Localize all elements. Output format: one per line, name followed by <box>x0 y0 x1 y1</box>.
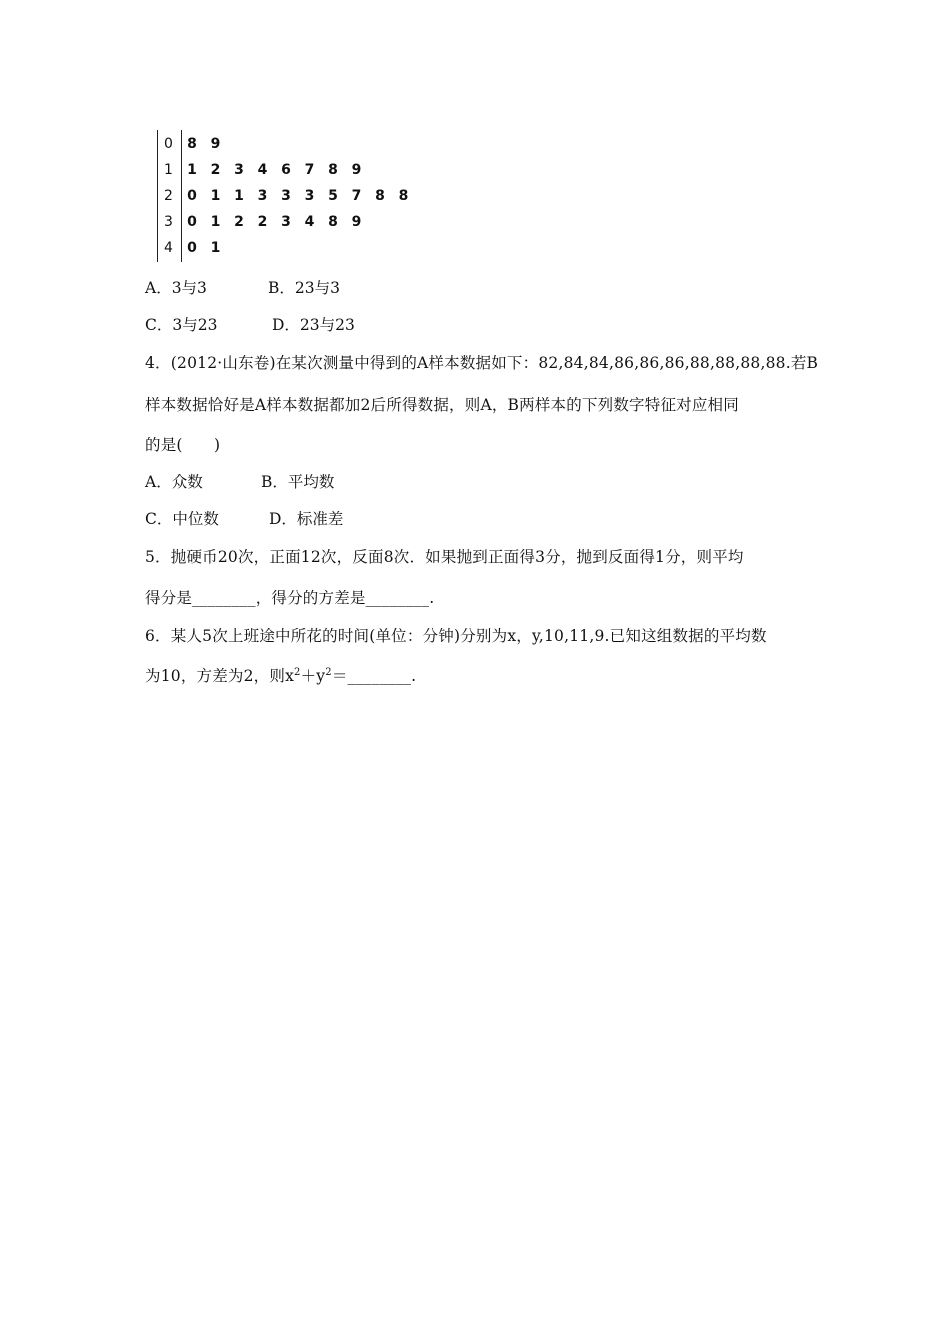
q6-line-1: 6．某人5次上班途中所花的时间(单位：分钟)分别为x，y,10,11,9.已知这组数据的平均数 <box>145 627 767 645</box>
q4-line-1: 4．(2012·山东卷)在某次测量中得到的A样本数据如下：82,84,84,86,86,86,88,88,88,88.若B <box>145 354 819 372</box>
q3-option-b: B．23与3 <box>268 279 340 297</box>
stem-leaf-row <box>157 156 427 182</box>
leaf-value: 9 <box>351 162 362 178</box>
q6-line-2 <box>145 664 416 686</box>
q6-superscript-2: 2 <box>325 667 332 678</box>
stem-leaf-row <box>157 234 427 260</box>
leaf-value: 1 <box>210 214 221 230</box>
stem-value: 4 <box>164 240 173 256</box>
leaf-value: 2 <box>257 214 268 230</box>
leaf-value: 9 <box>351 214 362 230</box>
leaf-value: 4 <box>257 162 268 178</box>
leaf-value: 8 <box>398 188 409 204</box>
leaf-value: 8 <box>187 136 197 152</box>
leaf-value: 8 <box>375 188 385 204</box>
stem-value: 3 <box>164 214 173 230</box>
leaf-value: 0 <box>187 188 197 204</box>
leaf-value: 3 <box>281 188 291 204</box>
q5-line-1: 5．抛硬币20次，正面12次，反面8次．如果抛到正面得3分，抛到反面得1分，则平均 <box>145 548 744 566</box>
q3-option-a: A．3与3 <box>145 279 207 297</box>
q3-option-d: D．23与23 <box>272 316 355 334</box>
q4-line-2: 样本数据恰好是A样本数据都加2后所得数据，则A，B两样本的下列数字特征对应相同 <box>145 396 739 414</box>
leaf-value: 7 <box>351 188 362 204</box>
q4-option-c: C．中位数 <box>145 510 219 528</box>
q6-superscript-1: 2 <box>294 667 301 678</box>
leaf-value: 0 <box>187 214 197 230</box>
leaf-value: 1 <box>187 162 197 178</box>
leaf-value: 7 <box>304 162 315 178</box>
stem-value: 0 <box>164 136 173 152</box>
stem-value: 2 <box>164 188 173 204</box>
leaf-value: 8 <box>328 162 338 178</box>
q4-line-3: 的是( ) <box>145 436 221 454</box>
q5-line-2: 得分是________，得分的方差是________. <box>145 589 435 607</box>
q3-option-c: C．3与23 <box>145 316 218 334</box>
leaf-value: 4 <box>304 214 315 230</box>
leaf-value: 3 <box>234 162 244 178</box>
stem-leaf-row <box>157 182 427 208</box>
leaf-value: 5 <box>328 188 338 204</box>
leaf-value: 0 <box>187 240 197 256</box>
leaf-value: 3 <box>281 214 291 230</box>
q4-option-d: D．标准差 <box>269 510 344 528</box>
q6-line-2-part-c: ＝________. <box>331 667 417 685</box>
stem-leaf-row <box>157 208 427 234</box>
leaf-value: 1 <box>210 188 221 204</box>
leaf-value: 1 <box>210 240 221 256</box>
leaf-value: 8 <box>328 214 338 230</box>
leaf-value: 1 <box>234 188 244 204</box>
q6-line-2-part-a: 为10，方差为2，则x <box>145 667 295 685</box>
stem-value: 1 <box>164 162 173 178</box>
q4-option-a: A．众数 <box>145 473 203 491</box>
leaf-value: 2 <box>234 214 244 230</box>
leaf-value: 3 <box>304 188 315 204</box>
leaf-value: 3 <box>257 188 268 204</box>
leaf-value: 6 <box>281 162 291 178</box>
q4-option-b: B．平均数 <box>261 473 335 491</box>
q6-line-2-part-b: ＋y <box>300 667 326 685</box>
stem-leaf-row <box>157 130 427 156</box>
leaf-value: 2 <box>210 162 221 178</box>
leaf-value: 9 <box>210 136 221 152</box>
